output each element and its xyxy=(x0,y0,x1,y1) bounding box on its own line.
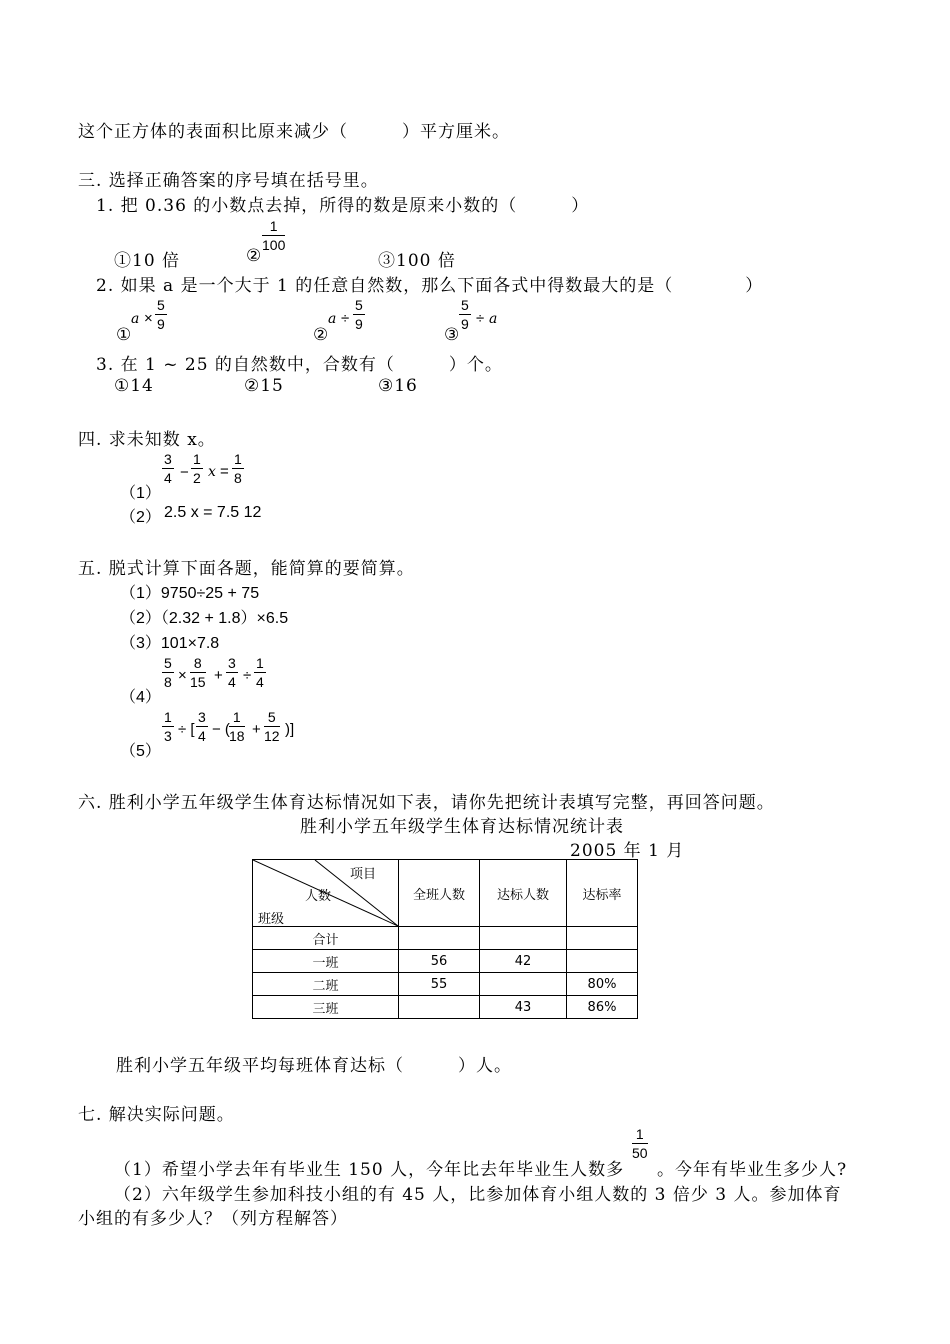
eq1-fraction-1 xyxy=(162,452,174,485)
row-name: 二班 xyxy=(253,973,399,996)
p4-op-1: × xyxy=(178,667,187,684)
fraction-numerator: 1 xyxy=(635,1126,644,1142)
p5-fraction-4 xyxy=(264,710,280,743)
p4-fraction-1 xyxy=(162,656,174,689)
q2-option-3-var: a xyxy=(489,311,498,327)
cell-rate: 86% xyxy=(567,996,638,1019)
equation-2-label: （2） xyxy=(120,509,161,526)
corner-label-count: 人数 xyxy=(305,889,332,904)
fraction-denominator: 4 xyxy=(164,470,172,486)
fraction-numerator: 5 xyxy=(164,655,172,671)
p5-fraction-2 xyxy=(196,710,208,743)
cell-passed: 43 xyxy=(480,996,567,1019)
row-name: 三班 xyxy=(253,996,399,1019)
q2-option-1-mark: ① xyxy=(116,325,133,345)
section-6-question: 胜利小学五年级平均每班体育达标（ ）人。 xyxy=(116,1056,512,1076)
cell-passed: 42 xyxy=(480,950,567,973)
fraction-numerator: 1 xyxy=(164,709,172,725)
fraction-numerator: 1 xyxy=(269,218,278,234)
section-5-title: 五. 脱式计算下面各题，能简算的要简算。 xyxy=(78,559,415,579)
p5-op-1: ÷ [ xyxy=(178,721,195,738)
cell-total xyxy=(399,996,480,1019)
p5-fraction-1 xyxy=(162,710,174,743)
section-6-title: 六. 胜利小学五年级学生体育达标情况如下表，请你先把统计表填写完整，再回答问题。 xyxy=(78,793,775,813)
section-3-question-2: 2. 如果 a 是一个大于 1 的任意自然数，那么下面各式中得数最大的是（ ） xyxy=(96,276,764,296)
fraction-denominator: 9 xyxy=(157,316,165,332)
q1-option-2-fraction xyxy=(262,219,285,252)
eq1-minus: − xyxy=(180,464,189,481)
table-title: 胜利小学五年级学生体育达标情况统计表 xyxy=(300,817,624,837)
p4-fraction-2 xyxy=(190,656,206,689)
fraction-denominator: 8 xyxy=(164,674,172,690)
corner-label-class: 班级 xyxy=(258,912,285,927)
table-row xyxy=(253,950,638,973)
section-3-title: 三. 选择正确答案的序号填在括号里。 xyxy=(78,171,379,191)
problem-7-1-part-a: （1）希望小学去年有毕业生 150 人，今年比去年毕业生人数多 xyxy=(114,1160,625,1180)
fraction-denominator: 4 xyxy=(198,728,206,744)
eq1-fraction-3 xyxy=(232,452,244,485)
fraction-denominator: 18 xyxy=(229,728,245,744)
q1-option-2-mark: ② xyxy=(246,246,263,266)
equation-2: 2.5 x = 7.5 12 xyxy=(164,504,262,521)
q2-option-2-mark: ② xyxy=(313,325,330,345)
cell-total: 55 xyxy=(399,973,480,996)
p5-close: )] xyxy=(285,721,295,738)
row-name: 合计 xyxy=(253,927,399,950)
row-name: 一班 xyxy=(253,950,399,973)
fraction-numerator: 3 xyxy=(228,655,236,671)
p4-op-3: ÷ xyxy=(243,667,252,684)
problem-3: （3）101×7.8 xyxy=(120,635,220,652)
cell-passed xyxy=(480,973,567,996)
q2-option-1-fraction xyxy=(155,298,167,331)
problem-4-label: （4） xyxy=(120,689,161,706)
eq1-x: x xyxy=(208,464,216,480)
p4-op-2: + xyxy=(214,667,223,684)
cell-rate: 80% xyxy=(567,973,638,996)
problem-7-1-part-b: 。今年有毕业生多少人? xyxy=(657,1160,848,1180)
q3-option-3: ③16 xyxy=(378,376,418,396)
corner-label-item: 项目 xyxy=(350,867,377,882)
section-4-title: 四. 求未知数 x。 xyxy=(78,430,216,450)
fraction-numerator: 1 xyxy=(193,451,201,467)
cell-rate xyxy=(567,927,638,950)
q2-option-2-op: ÷ xyxy=(341,310,350,327)
header-rate: 达标率 xyxy=(567,860,638,927)
fraction-denominator: 4 xyxy=(256,674,264,690)
fraction-denominator: 9 xyxy=(461,316,469,332)
p4-fraction-4 xyxy=(254,656,266,689)
eq1-equals: = xyxy=(220,463,229,480)
q2-option-2-var: a xyxy=(328,311,337,327)
q2-option-3-op: ÷ xyxy=(476,310,485,327)
section-3-question-1: 1. 把 0.36 的小数点去掉，所得的数是原来小数的（ ） xyxy=(96,196,590,216)
q2-option-1-op: × xyxy=(144,310,153,327)
fraction-numerator: 3 xyxy=(164,451,172,467)
problem-7-2-line-2: 小组的有多少人？（列方程解答） xyxy=(78,1209,348,1229)
fraction-numerator: 5 xyxy=(157,297,165,313)
p5-fraction-3 xyxy=(229,710,245,743)
problem-2: （2）（2.32 + 1.8）×6.5 xyxy=(120,610,289,627)
cell-passed xyxy=(480,927,567,950)
corner-header-cell xyxy=(253,860,399,927)
table-row xyxy=(253,996,638,1019)
q2-option-2-fraction xyxy=(353,298,365,331)
p5-op-3: + xyxy=(252,721,261,738)
table-row xyxy=(253,927,638,950)
fraction-denominator: 3 xyxy=(164,728,172,744)
carryover-line: 这个正方体的表面积比原来减少（ ）平方厘米。 xyxy=(78,122,510,142)
fraction-denominator: 4 xyxy=(228,674,236,690)
fraction-denominator: 100 xyxy=(262,237,286,253)
p5-op-2: − ( xyxy=(212,721,230,738)
q1-option-1: ①10 倍 xyxy=(114,251,181,271)
problem-5-label: （5） xyxy=(120,743,161,760)
q2-option-1-var: a xyxy=(131,311,140,327)
header-passed: 达标人数 xyxy=(480,860,567,927)
q2-option-3-mark: ③ xyxy=(444,325,461,345)
fraction-numerator: 5 xyxy=(461,297,469,313)
fraction-denominator: 12 xyxy=(264,728,280,744)
problem-7-1-fraction xyxy=(632,1127,648,1160)
fraction-numerator: 3 xyxy=(198,709,206,725)
eq1-fraction-2 xyxy=(191,452,203,485)
statistics-table xyxy=(252,859,638,1019)
fraction-numerator: 5 xyxy=(355,297,363,313)
p4-fraction-3 xyxy=(226,656,238,689)
q2-option-3-fraction xyxy=(459,298,471,331)
section-3-question-3: 3. 在 1 ~ 25 的自然数中，合数有（ ）个。 xyxy=(96,355,503,375)
cell-total: 56 xyxy=(399,950,480,973)
fraction-denominator: 8 xyxy=(234,470,242,486)
table-row xyxy=(253,973,638,996)
problem-7-2-line-1: （2）六年级学生参加科技小组的有 45 人，比参加体育小组人数的 3 倍少 3 人。参加体育 xyxy=(114,1185,842,1205)
fraction-denominator: 15 xyxy=(190,674,206,690)
table-date: 2005 年 1 月 xyxy=(570,841,685,861)
fraction-denominator: 50 xyxy=(632,1145,648,1161)
section-7-title: 七. 解决实际问题。 xyxy=(78,1105,235,1125)
fraction-denominator: 9 xyxy=(355,316,363,332)
fraction-numerator: 8 xyxy=(193,655,202,671)
q3-option-2: ②15 xyxy=(244,376,284,396)
header-total: 全班人数 xyxy=(399,860,480,927)
fraction-numerator: 1 xyxy=(234,451,242,467)
fraction-denominator: 2 xyxy=(193,470,201,486)
equation-1-label: （1） xyxy=(120,485,161,502)
cell-rate xyxy=(567,950,638,973)
fraction-numerator: 1 xyxy=(232,709,241,725)
cell-total xyxy=(399,927,480,950)
q1-option-3: ③100 倍 xyxy=(378,251,456,271)
fraction-numerator: 5 xyxy=(267,709,276,725)
q3-option-1: ①14 xyxy=(114,376,154,396)
problem-1: （1）9750÷25 + 75 xyxy=(120,585,260,602)
fraction-numerator: 1 xyxy=(256,655,264,671)
